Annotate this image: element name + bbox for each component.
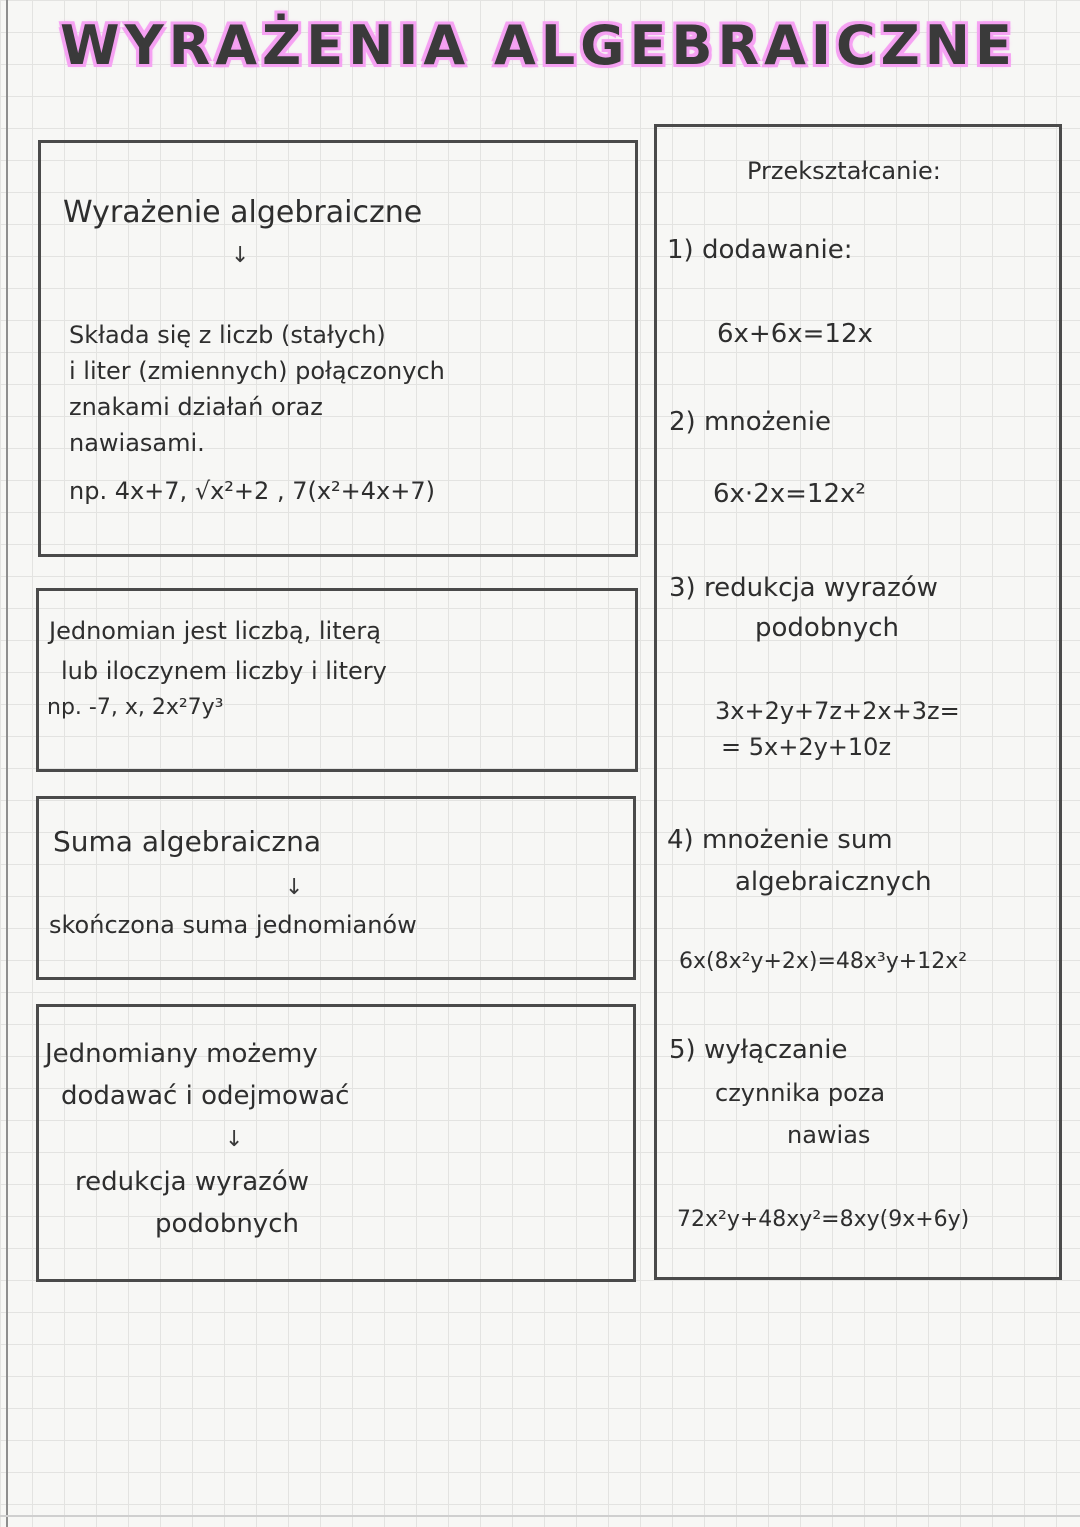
- rule-label: podobnych: [755, 613, 899, 643]
- rule-example: 6x+6x=12x: [717, 319, 873, 349]
- note-line: Jednomiany możemy: [45, 1039, 318, 1069]
- rule-label: 5) wyłączanie: [669, 1035, 848, 1065]
- note-line: podobnych: [155, 1209, 299, 1239]
- rule-label: 1) dodawanie:: [667, 235, 853, 265]
- definition-line: skończona suma jednomianów: [49, 911, 417, 939]
- definition-box-algebraic-expression: [38, 140, 638, 557]
- page-margin-line: [6, 0, 8, 1527]
- down-arrow-icon: ↓: [285, 875, 304, 900]
- rule-label: 3) redukcja wyrazów: [669, 573, 938, 603]
- definition-line: znakami działań oraz: [69, 393, 323, 421]
- rule-example: 6x·2x=12x²: [713, 479, 866, 509]
- definition-line: Składa się z liczb (stałych): [69, 321, 386, 349]
- example-line: np. -7, x, 2x²7y³: [47, 695, 224, 720]
- box-heading: Wyrażenie algebraiczne: [63, 195, 423, 230]
- rule-label: 2) mnożenie: [669, 407, 832, 437]
- note-line: dodawać i odejmować: [61, 1081, 350, 1111]
- definition-box-algebraic-sum: [36, 796, 636, 980]
- note-box-monomial-operations: [36, 1004, 636, 1282]
- note-line: redukcja wyrazów: [75, 1167, 309, 1197]
- page-title: WYRAŻENIA ALGEBRAICZNE: [60, 14, 1017, 77]
- definition-line: Jednomian jest liczbą, literą: [49, 617, 381, 645]
- definition-line: i liter (zmiennych) połączonych: [69, 357, 445, 385]
- definition-line: lub iloczynem liczby i litery: [61, 657, 387, 685]
- definition-box-monomial: [36, 588, 638, 772]
- rule-label: nawias: [787, 1121, 871, 1149]
- transformations-box: [654, 124, 1062, 1280]
- box-heading: Przekształcanie:: [747, 157, 941, 185]
- rule-label: czynnika poza: [715, 1079, 886, 1107]
- rule-label: 4) mnożenie sum: [667, 825, 893, 855]
- rule-example: 72x²y+48xy²=8xy(9x+6y): [677, 1207, 970, 1232]
- example-line: np. 4x+7, √x²+2 , 7(x²+4x+7): [69, 477, 435, 505]
- down-arrow-icon: ↓: [231, 243, 250, 268]
- down-arrow-icon: ↓: [225, 1127, 244, 1152]
- box-heading: Suma algebraiczna: [53, 825, 322, 858]
- rule-label: algebraicznych: [735, 867, 932, 897]
- rule-example: 6x(8x²y+2x)=48x³y+12x²: [679, 949, 968, 974]
- page-bottom-edge: [0, 1515, 1080, 1517]
- definition-line: nawiasami.: [69, 429, 205, 457]
- rule-example: = 5x+2y+10z: [721, 733, 892, 761]
- rule-example: 3x+2y+7z+2x+3z=: [715, 697, 960, 725]
